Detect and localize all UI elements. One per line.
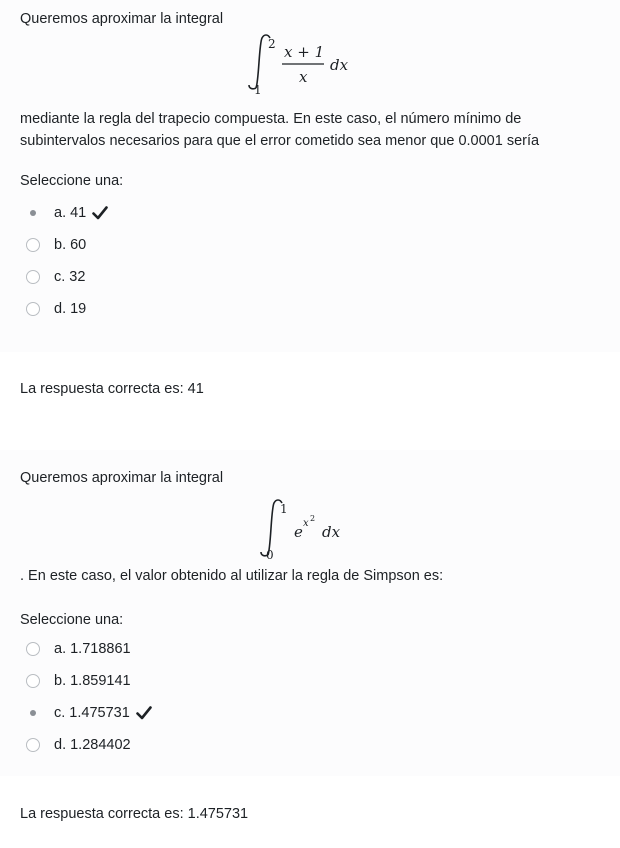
- option-label: a. 41: [54, 205, 87, 221]
- option-a[interactable]: [20, 197, 620, 229]
- radio-button[interactable]: [26, 674, 40, 688]
- upper-limit: 1: [280, 502, 288, 516]
- option-c[interactable]: [20, 261, 620, 293]
- option-d[interactable]: [20, 293, 620, 325]
- lower-limit: 0: [266, 548, 274, 562]
- differential: dx: [330, 56, 349, 74]
- option-a[interactable]: [20, 633, 620, 665]
- question-2-feedback: La respuesta correcta es: 1.475731: [20, 806, 249, 822]
- differential: dx: [322, 523, 341, 541]
- option-label: b. 1.859141: [54, 673, 131, 689]
- question-2: [0, 450, 620, 776]
- option-label: d. 1.284402: [54, 737, 131, 753]
- question-1-prompt: Seleccione una:: [20, 173, 124, 189]
- option-label: b. 60: [54, 237, 87, 253]
- radio-button[interactable]: [26, 238, 40, 252]
- question-1-feedback: La respuesta correcta es: 41: [20, 381, 204, 397]
- exponential-base: e: [294, 523, 303, 541]
- radio-selected[interactable]: [26, 706, 40, 720]
- denominator: x: [299, 68, 308, 86]
- exponent-power: 2: [310, 514, 316, 523]
- exponent-variable: x: [303, 518, 309, 529]
- numerator: x + 1: [284, 43, 325, 61]
- integral-sign: [249, 35, 270, 89]
- radio-button[interactable]: [26, 270, 40, 284]
- question-1: [0, 0, 620, 352]
- option-b[interactable]: [20, 665, 620, 697]
- question-1-body: mediante la regla del trapecio compuesta. En este caso, el número mínimo de subintervalos necesarios para que el error cometido sea menor que 0.0001 sería: [20, 111, 540, 149]
- option-label: c. 1.475731: [54, 705, 130, 721]
- option-label: a. 1.718861: [54, 641, 131, 657]
- question-2-body: . En este caso, el valor obtenido al utilizar la regla de Simpson es:: [20, 568, 444, 584]
- question-1-intro: Queremos aproximar la integral: [20, 11, 224, 27]
- integral-formula-2: [250, 493, 370, 563]
- question-2-prompt: Seleccione una:: [20, 612, 124, 628]
- question-1-formula: [0, 30, 620, 96]
- check-icon: [136, 706, 152, 720]
- radio-button[interactable]: [26, 642, 40, 656]
- question-2-formula: [0, 493, 620, 563]
- radio-button[interactable]: [26, 738, 40, 752]
- radio-selected[interactable]: [26, 206, 40, 220]
- option-d[interactable]: [20, 729, 620, 761]
- question-2-options: [20, 633, 620, 761]
- lower-limit: 1: [254, 83, 262, 96]
- integral-formula-1: [240, 30, 380, 96]
- option-b[interactable]: [20, 229, 620, 261]
- question-1-options: [20, 197, 620, 325]
- option-c[interactable]: [20, 697, 620, 729]
- check-icon: [92, 206, 108, 220]
- radio-button[interactable]: [26, 302, 40, 316]
- option-label: d. 19: [54, 301, 87, 317]
- question-2-intro: Queremos aproximar la integral: [20, 470, 224, 486]
- option-label: c. 32: [54, 269, 86, 285]
- upper-limit: 2: [268, 37, 276, 51]
